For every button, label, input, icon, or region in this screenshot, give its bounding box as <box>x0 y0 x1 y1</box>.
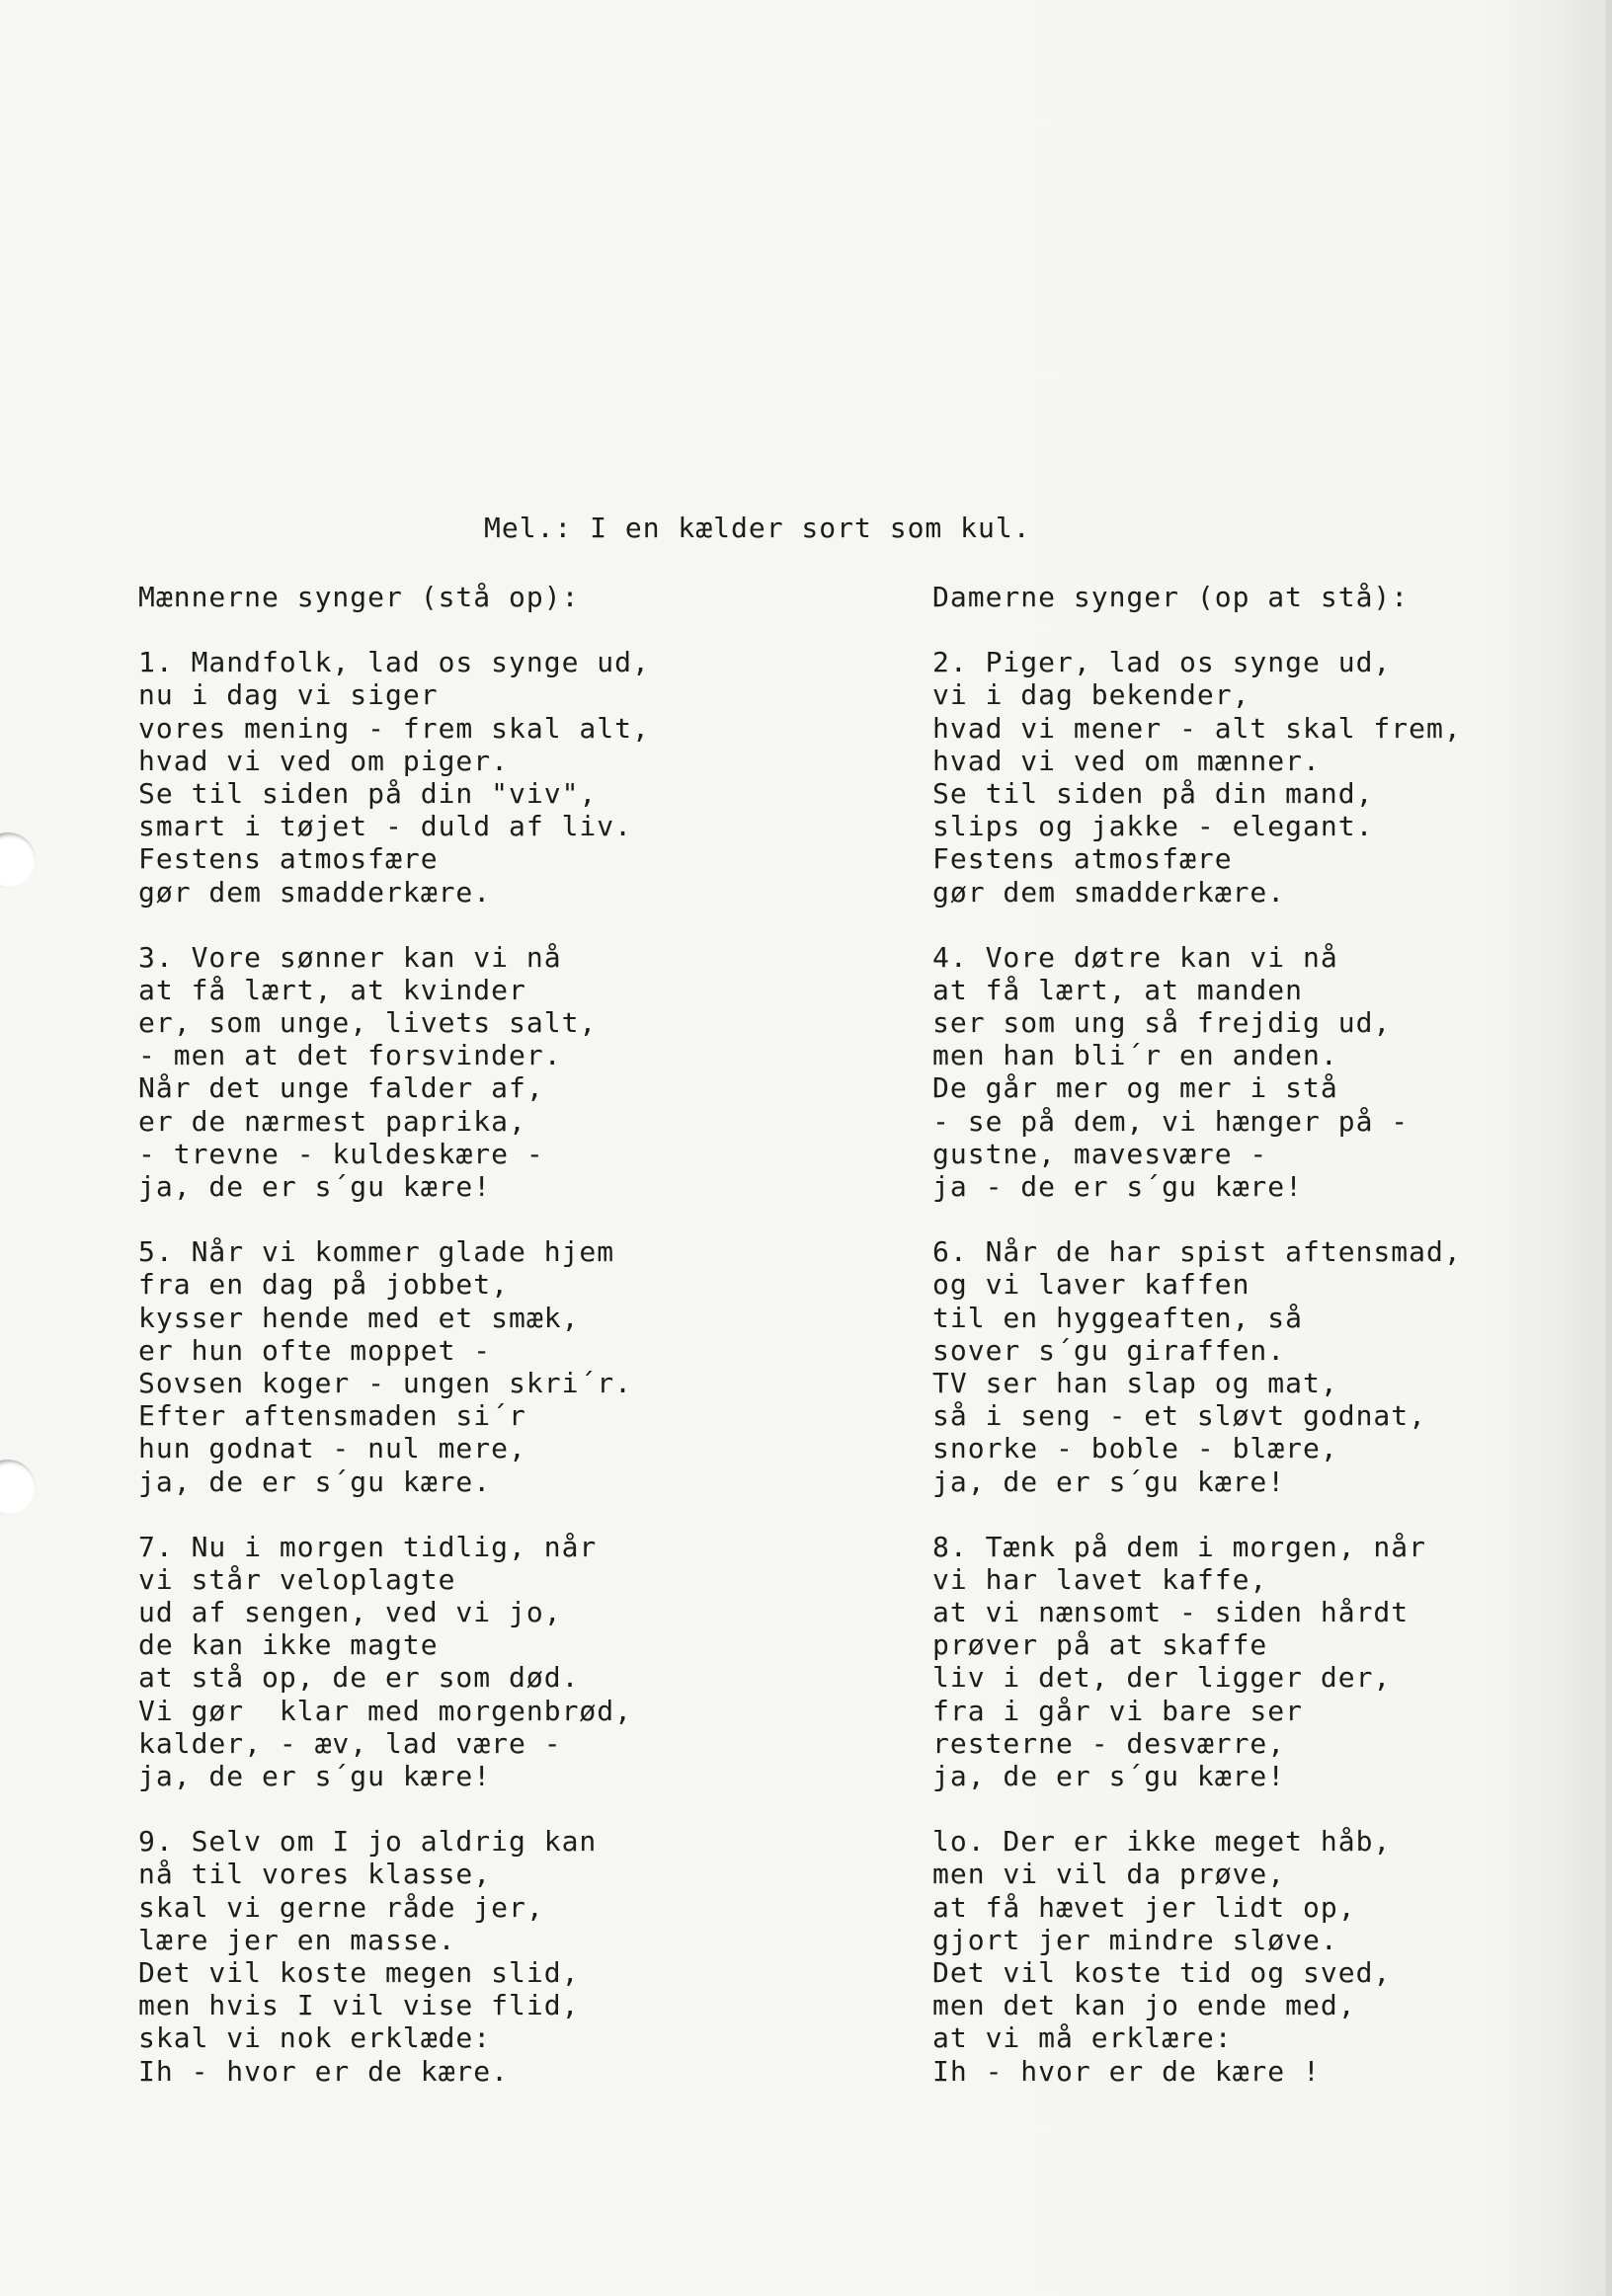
verse-line: hvad vi mener - alt skal frem, <box>932 711 1462 745</box>
verse-line: 5. Når vi kommer glade hjem <box>138 1235 615 1269</box>
verse-line: kalder, - æv, lad være - <box>138 1726 562 1760</box>
punch-hole-top <box>0 832 36 888</box>
verse <box>138 1531 830 1793</box>
verse-line: Når det unge falder af, <box>138 1071 544 1105</box>
verse-line: Ih - hvor er de kære. <box>138 2054 510 2088</box>
verse-line: ja, de er s´gu kære. <box>138 1465 492 1498</box>
verse-line: liv i det, der ligger der, <box>932 1661 1392 1695</box>
verse-line: gør dem smadderkære. <box>932 875 1286 909</box>
women-header: Damerne synger (op at stå): <box>932 581 1410 613</box>
verse-line: ja, de er s´gu kære! <box>138 1760 492 1793</box>
men-verses <box>138 646 830 2088</box>
verse-line: Festens atmosfære <box>932 842 1233 876</box>
verse-line: nu i dag vi siger <box>138 678 439 712</box>
verse-line: gustne, mavesvære - <box>932 1137 1268 1170</box>
verse-line: at få lært, at kvinder <box>138 973 526 1006</box>
verse-line: men vi vil da prøve, <box>932 1858 1286 1891</box>
verse-line: men det kan jo ende med, <box>932 1989 1356 2022</box>
verse <box>932 1235 1612 1498</box>
verse-line: hvad vi ved om mænner. <box>932 744 1321 777</box>
verse-line: ja, de er s´gu kære! <box>138 1170 492 1204</box>
verse-line: er hun ofte moppet - <box>138 1333 492 1367</box>
verse-line: lo. Der er ikke meget håb, <box>932 1825 1392 1859</box>
verse-line: De går mer og mer i stå <box>932 1071 1338 1105</box>
punch-hole-bottom <box>0 1460 36 1515</box>
verse-line: hvad vi ved om piger. <box>138 744 510 777</box>
verse-line: 9. Selv om I jo aldrig kan <box>138 1825 598 1859</box>
verse-line: 8. Tænk på dem i morgen, når <box>932 1530 1427 1563</box>
verse-line: nå til vores klasse, <box>138 1858 492 1891</box>
verse-line: 3. Vore sønner kan vi nå <box>138 940 562 974</box>
verse-line: smart i tøjet - duld af liv. <box>138 810 633 843</box>
verse-line: skal vi gerne råde jer, <box>138 1890 544 1924</box>
verse-line: er de nærmest paprika, <box>138 1104 526 1138</box>
verse <box>138 1235 830 1498</box>
verse-line: Vi gør klar med morgenbrød, <box>138 1694 633 1727</box>
verse-line: snorke - boble - blære, <box>932 1432 1338 1465</box>
verse-line: Se til siden på din mand, <box>932 776 1374 810</box>
verse-line: vi står veloplagte <box>138 1562 456 1596</box>
verse-line: men hvis I vil vise flid, <box>138 1989 580 2022</box>
verse-line: de kan ikke magte <box>138 1628 439 1662</box>
verse-line: ja, de er s´gu kære! <box>932 1465 1286 1498</box>
verse-line: sover s´gu giraffen. <box>932 1333 1286 1367</box>
verse-line: skal vi nok erklæde: <box>138 2021 492 2055</box>
verse <box>138 1825 830 2088</box>
men-column <box>138 581 830 2120</box>
verse-line: og vi laver kaffen <box>932 1268 1250 1302</box>
verse <box>932 1825 1612 2088</box>
men-header: Mænnerne synger (stå op): <box>138 581 580 613</box>
verse-line: gjort jer mindre sløve. <box>932 1923 1338 1956</box>
verse-line: 1. Mandfolk, lad os synge ud, <box>138 646 650 679</box>
verse-line: fra i går vi bare ser <box>932 1694 1304 1727</box>
verse-line: at få hævet jer lidt op, <box>932 1890 1356 1924</box>
verse <box>932 941 1612 1204</box>
verse-line: 6. Når de har spist aftensmad, <box>932 1235 1462 1269</box>
verse-line: prøver på at skaffe <box>932 1628 1268 1662</box>
verse-line: Se til siden på din "viv", <box>138 776 598 810</box>
verse-line: er, som unge, livets salt, <box>138 1006 598 1040</box>
verse-line: Ih - hvor er de kære ! <box>932 2054 1321 2088</box>
verse <box>932 1531 1612 1793</box>
verse-line: 4. Vore døtre kan vi nå <box>932 940 1338 974</box>
verse-line: 2. Piger, lad os synge ud, <box>932 646 1392 679</box>
verse-line: ja, de er s´gu kære! <box>932 1760 1286 1793</box>
verse-line: at vi må erklære: <box>932 2021 1233 2055</box>
verse-line: at stå op, de er som død. <box>138 1661 580 1695</box>
women-column <box>932 581 1612 2120</box>
verse-line: Det vil koste megen slid, <box>138 1955 580 1989</box>
verse-line: så i seng - et sløvt godnat, <box>932 1399 1427 1433</box>
verse-line: vi har lavet kaffe, <box>932 1562 1268 1596</box>
verse <box>138 646 830 909</box>
verse-line: vores mening - frem skal alt, <box>138 711 650 745</box>
verse-line: resterne - desværre, <box>932 1726 1286 1760</box>
verse-line: til en hyggeaften, så <box>932 1301 1304 1334</box>
verse-line: - se på dem, vi hænger på - <box>932 1104 1410 1138</box>
verse-line: at vi nænsomt - siden hårdt <box>932 1596 1410 1629</box>
verse-line: slips og jakke - elegant. <box>932 810 1374 843</box>
verse-line: - men at det forsvinder. <box>138 1039 562 1072</box>
verse-line: fra en dag på jobbet, <box>138 1268 510 1302</box>
verse-line: 7. Nu i morgen tidlig, når <box>138 1530 598 1563</box>
verse-line: Det vil koste tid og sved, <box>932 1955 1392 1989</box>
verse-line: - trevne - kuldeskære - <box>138 1137 544 1170</box>
verse-line: ja - de er s´gu kære! <box>932 1170 1304 1204</box>
verse-line: ud af sengen, ved vi jo, <box>138 1596 562 1629</box>
verse-line: hun godnat - nul mere, <box>138 1432 526 1465</box>
verse-line: vi i dag bekender, <box>932 678 1250 712</box>
verse-line: lære jer en masse. <box>138 1923 456 1956</box>
verse <box>138 941 830 1204</box>
verse-line: men han bli´r en anden. <box>932 1039 1338 1072</box>
verse-line: gør dem smadderkære. <box>138 875 492 909</box>
verse-line: at få lært, at manden <box>932 973 1304 1006</box>
verse-line: TV ser han slap og mat, <box>932 1366 1338 1399</box>
verse-line: Festens atmosfære <box>138 842 439 876</box>
verse-line: ser som ung så frejdig ud, <box>932 1006 1392 1040</box>
women-verses <box>932 646 1612 2088</box>
verse <box>932 646 1612 909</box>
verse-line: kysser hende med et smæk, <box>138 1301 580 1334</box>
verse-line: Efter aftensmaden si´r <box>138 1399 526 1433</box>
verse-line: Sovsen koger - ungen skri´r. <box>138 1366 633 1399</box>
melody-title: Mel.: I en kælder sort som kul. <box>484 512 1031 544</box>
